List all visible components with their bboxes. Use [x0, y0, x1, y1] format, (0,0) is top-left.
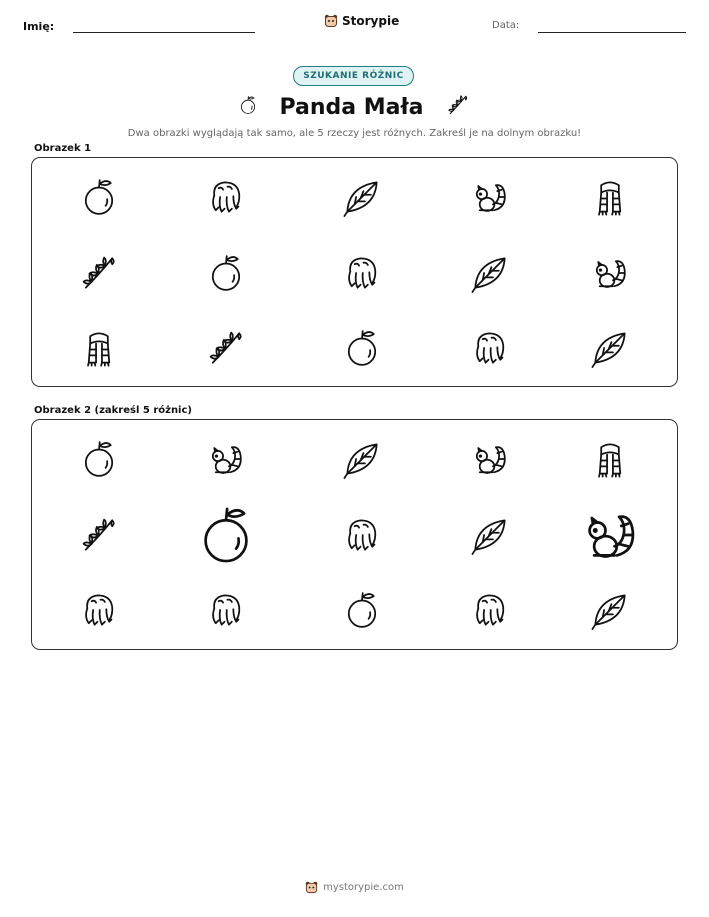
- leaf-icon[interactable]: [340, 437, 384, 481]
- paw-icon: [204, 175, 248, 219]
- branch-icon[interactable]: [77, 513, 121, 557]
- squirrel-icon[interactable]: [576, 501, 644, 569]
- scarf-icon[interactable]: [588, 437, 632, 481]
- title-row: [0, 92, 709, 122]
- paw-icon: [468, 326, 512, 370]
- title-apple-icon: [237, 93, 259, 121]
- apple-icon: [77, 175, 121, 219]
- leaf-icon: [588, 326, 632, 370]
- panel-1-label: Obrazek 1: [34, 143, 92, 154]
- leaf-icon: [340, 175, 384, 219]
- panel-2-label: Obrazek 2 (zakreśl 5 różnic): [34, 405, 192, 416]
- branch-icon: [204, 326, 248, 370]
- apple-icon[interactable]: [192, 501, 260, 569]
- squirrel-icon[interactable]: [468, 437, 512, 481]
- brand-logo: [324, 14, 399, 28]
- footer-site: mystorypie.com: [323, 882, 404, 893]
- apple-icon[interactable]: [340, 588, 384, 632]
- paw-icon[interactable]: [468, 588, 512, 632]
- scarf-icon: [588, 175, 632, 219]
- picture-1-panel: [31, 157, 678, 387]
- name-line[interactable]: [73, 32, 255, 33]
- paw-icon[interactable]: [77, 588, 121, 632]
- picture-2-panel[interactable]: [31, 419, 678, 650]
- activity-badge: SZUKANIE RÓŻNIC: [293, 66, 414, 86]
- instructions: Dwa obrazki wyglądają tak samo, ale 5 rzeczy jest różnych. Zakreśl je na dolnym obrazku!: [127, 128, 582, 139]
- apple-icon[interactable]: [77, 437, 121, 481]
- footer: [0, 881, 709, 894]
- squirrel-icon: [588, 251, 632, 295]
- paw-icon: [340, 251, 384, 295]
- squirrel-icon: [468, 175, 512, 219]
- leaf-icon: [468, 251, 512, 295]
- leaf-icon[interactable]: [468, 513, 512, 557]
- apple-icon: [340, 326, 384, 370]
- panda-logo-icon: [305, 881, 318, 894]
- paw-icon[interactable]: [204, 588, 248, 632]
- panda-logo-icon: [324, 14, 338, 28]
- date-label: Data:: [492, 20, 520, 31]
- leaf-icon[interactable]: [588, 588, 632, 632]
- date-line[interactable]: [538, 32, 686, 33]
- paw-icon[interactable]: [340, 513, 384, 557]
- branch-icon: [77, 251, 121, 295]
- brand-name: Storypie: [342, 14, 400, 28]
- apple-icon: [204, 251, 248, 295]
- title-branch-icon: [444, 92, 472, 122]
- name-label: Imię:: [23, 20, 55, 33]
- squirrel-icon[interactable]: [204, 437, 248, 481]
- scarf-icon: [77, 326, 121, 370]
- page-title: Panda Mała: [279, 94, 424, 120]
